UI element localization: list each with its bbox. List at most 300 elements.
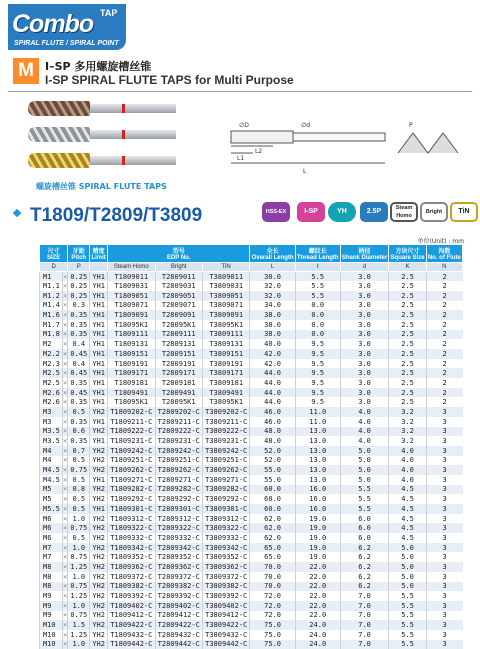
- cell-x: ×: [63, 320, 68, 329]
- table-row: [40, 397, 463, 407]
- cell-shank: 5.5: [340, 504, 389, 514]
- cell-size: M2.6: [40, 397, 63, 407]
- cell-overall: 48.0: [250, 436, 295, 446]
- cell-x: ×: [63, 475, 68, 484]
- cell-x: ×: [63, 524, 68, 533]
- cell-edp-bright: T2809352-C: [155, 552, 202, 562]
- cell-edp-steam: T1809191: [108, 359, 155, 369]
- table-row: [40, 591, 463, 601]
- cell-x: ×: [63, 446, 68, 455]
- table-row: [40, 281, 463, 291]
- cell-edp-steam: T1809491: [108, 388, 155, 398]
- cell-square: 2.5: [389, 388, 426, 398]
- table-row: [40, 436, 463, 446]
- cell-thread: 11.0: [295, 407, 340, 417]
- table-row: [40, 611, 463, 621]
- cell-pitch: 0.3: [68, 301, 90, 311]
- cell-edp-steam: T1809262-C: [108, 465, 155, 475]
- cell-edp-steam: T1809011: [108, 272, 155, 282]
- cell-flutes: 2: [426, 272, 462, 282]
- col-head-limit: 精度 Limit: [90, 245, 108, 263]
- cell-square: 2.5: [389, 359, 426, 369]
- cell-edp-tin: T38095K1: [202, 397, 249, 407]
- cell-pitch: 0.35: [68, 436, 90, 446]
- cell-flutes: 3: [426, 543, 462, 553]
- cell-overall: 70.0: [250, 562, 295, 572]
- cell-flutes: 2: [426, 301, 462, 311]
- cell-size: M9: [40, 591, 63, 601]
- col-head-thread: 螺纹长 Thread Length: [295, 245, 340, 263]
- cell-size: M10: [40, 640, 63, 649]
- cell-edp-bright: T2809091: [155, 310, 202, 320]
- cell-overall: 48.0: [250, 427, 295, 437]
- cell-limit: YH1: [90, 368, 108, 378]
- cell-size: M6: [40, 514, 63, 524]
- cell-square: 4.0: [389, 475, 426, 485]
- cell-thread: 19.0: [295, 514, 340, 524]
- cell-size: M2: [40, 339, 63, 349]
- cell-edp-steam: T1809271-C: [108, 475, 155, 485]
- cell-limit: YH1: [90, 272, 108, 282]
- col-head-steam: Steam Homo: [108, 263, 155, 272]
- col-letter-l: ℓ: [295, 263, 340, 272]
- cell-shank: 4.0: [340, 417, 389, 427]
- cell-edp-tin: T3809362-C: [202, 562, 249, 572]
- cell-size: M1.7: [40, 320, 63, 330]
- cell-edp-steam: T1809422-C: [108, 620, 155, 630]
- cell-x: ×: [63, 291, 68, 300]
- cell-overall: 40.0: [250, 339, 295, 349]
- cell-x: ×: [63, 407, 68, 416]
- cell-pitch: 0.75: [68, 582, 90, 592]
- cell-square: 5.0: [389, 552, 426, 562]
- table-row: [40, 514, 463, 524]
- cell-edp-bright: T2809111: [155, 330, 202, 340]
- cell-x: ×: [63, 543, 68, 552]
- cell-pitch: 0.5: [68, 456, 90, 466]
- cell-edp-tin: T3809242-C: [202, 446, 249, 456]
- cell-thread: 16.0: [295, 485, 340, 495]
- cell-shank: 7.0: [340, 630, 389, 640]
- cell-x: ×: [63, 514, 68, 523]
- cell-limit: YH2: [90, 407, 108, 417]
- diagram-label-L2: L2: [255, 148, 263, 155]
- cell-limit: YH2: [90, 485, 108, 495]
- cell-limit: YH1: [90, 310, 108, 320]
- cell-x: ×: [63, 562, 68, 571]
- cell-overall: 60.0: [250, 485, 295, 495]
- cell-flutes: 2: [426, 368, 462, 378]
- badge-i-sp: I-SP: [297, 202, 325, 222]
- cell-shank: 6.0: [340, 523, 389, 533]
- table-row: [40, 465, 463, 475]
- cell-overall: 46.0: [250, 407, 295, 417]
- cell-square: 4.5: [389, 533, 426, 543]
- cell-limit: YH2: [90, 427, 108, 437]
- cell-edp-steam: T1809222-C: [108, 427, 155, 437]
- table-row: [40, 485, 463, 495]
- cell-shank: 3.0: [340, 378, 389, 388]
- cell-edp-steam: T18095K1: [108, 320, 155, 330]
- col-letter-D: D: [40, 263, 68, 272]
- cell-limit: YH2: [90, 611, 108, 621]
- cell-edp-bright: T2809292-C: [155, 494, 202, 504]
- cell-square: 3.2: [389, 407, 426, 417]
- cell-shank: 7.0: [340, 601, 389, 611]
- cell-size: M7: [40, 552, 63, 562]
- tap-image-bright: [28, 127, 176, 142]
- cell-overall: 32.0: [250, 281, 295, 291]
- table-row: [40, 330, 463, 340]
- cell-thread: 0.0: [295, 310, 340, 320]
- cell-flutes: 3: [426, 504, 462, 514]
- cell-size: M3: [40, 417, 63, 427]
- col-head-bright: Bright: [155, 263, 202, 272]
- cell-edp-bright: T28095K1: [155, 320, 202, 330]
- cell-thread: 13.0: [295, 446, 340, 456]
- cell-shank: 6.2: [340, 562, 389, 572]
- cell-thread: 22.0: [295, 591, 340, 601]
- col-letter-N: N: [426, 263, 462, 272]
- cell-edp-bright: T2809372-C: [155, 572, 202, 582]
- cell-x: ×: [63, 582, 68, 591]
- cell-edp-bright: T2809432-C: [155, 630, 202, 640]
- cell-thread: 9.5: [295, 388, 340, 398]
- cell-thread: 24.0: [295, 630, 340, 640]
- cell-pitch: 0.5: [68, 533, 90, 543]
- cell-limit: YH1: [90, 397, 108, 407]
- cell-flutes: 2: [426, 359, 462, 369]
- cell-edp-steam: T1809251-C: [108, 456, 155, 466]
- cell-limit: YH2: [90, 620, 108, 630]
- cell-size: M8: [40, 562, 63, 572]
- badge-2-5p: 2.5P: [360, 202, 388, 222]
- cell-edp-tin: T3809392-C: [202, 591, 249, 601]
- cell-flutes: 2: [426, 397, 462, 407]
- cell-size: M5: [40, 485, 63, 495]
- cell-thread: 22.0: [295, 601, 340, 611]
- cell-edp-tin: T3809332-C: [202, 533, 249, 543]
- cell-shank: 3.0: [340, 359, 389, 369]
- cell-thread: 5.5: [295, 281, 340, 291]
- cell-x: ×: [63, 311, 68, 320]
- cell-pitch: 0.35: [68, 417, 90, 427]
- cell-thread: 13.0: [295, 427, 340, 437]
- cell-overall: 42.0: [250, 349, 295, 359]
- cell-shank: 5.0: [340, 475, 389, 485]
- diagram-label-D: ∅D: [239, 122, 249, 129]
- cell-thread: 5.5: [295, 272, 340, 282]
- cell-square: 2.5: [389, 301, 426, 311]
- cell-overall: 38.0: [250, 320, 295, 330]
- cell-size: M5: [40, 494, 63, 504]
- cell-x: ×: [63, 601, 68, 610]
- cell-overall: 65.0: [250, 543, 295, 553]
- cell-pitch: 1.0: [68, 543, 90, 553]
- cell-edp-bright: T2809181: [155, 378, 202, 388]
- cell-edp-bright: T2809251-C: [155, 456, 202, 466]
- cell-edp-tin: T3809071: [202, 301, 249, 311]
- cell-size: M3: [40, 407, 63, 417]
- cell-thread: 9.5: [295, 339, 340, 349]
- cell-size: M2.3: [40, 359, 63, 369]
- cell-edp-bright: T2809312-C: [155, 514, 202, 524]
- cell-pitch: 1.5: [68, 620, 90, 630]
- cell-edp-tin: T3809342-C: [202, 543, 249, 553]
- cell-overall: 60.0: [250, 494, 295, 504]
- table-row: [40, 504, 463, 514]
- cell-limit: YH1: [90, 504, 108, 514]
- cell-edp-steam: T1809171: [108, 368, 155, 378]
- cell-size: M10: [40, 630, 63, 640]
- cell-limit: YH2: [90, 523, 108, 533]
- cell-overall: 65.0: [250, 552, 295, 562]
- diagram-label-d: ∅d: [301, 122, 311, 129]
- cell-edp-steam: T1809031: [108, 281, 155, 291]
- cell-thread: 22.0: [295, 611, 340, 621]
- cell-overall: 62.0: [250, 523, 295, 533]
- cell-overall: 32.0: [250, 291, 295, 301]
- cell-edp-bright: T2809442-C: [155, 640, 202, 649]
- cell-pitch: 0.75: [68, 523, 90, 533]
- cell-x: ×: [63, 630, 68, 639]
- cell-edp-tin: T3809171: [202, 368, 249, 378]
- cell-edp-steam: T1809091: [108, 310, 155, 320]
- col-head-size: 尺寸 SIZE: [40, 245, 68, 263]
- cell-overall: 62.0: [250, 533, 295, 543]
- cell-square: 3.2: [389, 436, 426, 446]
- table-row: [40, 475, 463, 485]
- cell-edp-steam: T1809071: [108, 301, 155, 311]
- cell-size: M1.2: [40, 291, 63, 301]
- cell-square: 2.5: [389, 349, 426, 359]
- cell-edp-steam: T1809231-C: [108, 436, 155, 446]
- cell-thread: 22.0: [295, 572, 340, 582]
- cell-edp-bright: T2809131: [155, 339, 202, 349]
- cell-edp-bright: T2809262-C: [155, 465, 202, 475]
- cell-square: 4.5: [389, 494, 426, 504]
- cell-limit: YH1: [90, 388, 108, 398]
- cell-size: M7: [40, 543, 63, 553]
- cell-edp-tin: T3809322-C: [202, 523, 249, 533]
- cell-flutes: 3: [426, 582, 462, 592]
- cell-overall: 75.0: [250, 620, 295, 630]
- cell-thread: 9.5: [295, 378, 340, 388]
- diagram-label-P: P: [409, 122, 413, 129]
- cell-flutes: 2: [426, 281, 462, 291]
- cell-size: M9: [40, 601, 63, 611]
- cell-limit: YH2: [90, 533, 108, 543]
- table-row: [40, 427, 463, 437]
- cell-shank: 3.0: [340, 388, 389, 398]
- cell-x: ×: [63, 398, 68, 407]
- cell-x: ×: [63, 485, 68, 494]
- cell-flutes: 2: [426, 320, 462, 330]
- cell-overall: 44.0: [250, 388, 295, 398]
- spec-table: [39, 244, 463, 649]
- cell-flutes: 3: [426, 630, 462, 640]
- cell-edp-tin: T3809442-C: [202, 640, 249, 649]
- cell-limit: YH1: [90, 378, 108, 388]
- cell-square: 2.5: [389, 310, 426, 320]
- cell-x: ×: [63, 495, 68, 504]
- table-row: [40, 456, 463, 466]
- table-row: [40, 407, 463, 417]
- cell-x: ×: [63, 466, 68, 475]
- cell-pitch: 0.8: [68, 485, 90, 495]
- cell-square: 2.5: [389, 339, 426, 349]
- table-row: [40, 388, 463, 398]
- cell-limit: YH1: [90, 330, 108, 340]
- cell-edp-bright: T2809422-C: [155, 620, 202, 630]
- cell-edp-bright: T2809171: [155, 368, 202, 378]
- cell-limit: YH2: [90, 543, 108, 553]
- cell-edp-tin: T3809271-C: [202, 475, 249, 485]
- cell-edp-steam: T1809301-C: [108, 504, 155, 514]
- cell-thread: 9.5: [295, 359, 340, 369]
- tap-image-steam: [28, 101, 176, 116]
- cell-flutes: 3: [426, 417, 462, 427]
- cell-shank: 5.5: [340, 494, 389, 504]
- cell-thread: 0.0: [295, 301, 340, 311]
- col-head-edp: 型号 EDP No.: [108, 245, 250, 263]
- cell-limit: YH1: [90, 475, 108, 485]
- cell-edp-tin: T3809412-C: [202, 611, 249, 621]
- cell-edp-steam: T1809432-C: [108, 630, 155, 640]
- cell-limit: YH2: [90, 514, 108, 524]
- col-letter-L: L: [250, 263, 295, 272]
- cell-shank: 6.2: [340, 572, 389, 582]
- cell-edp-tin: T3809251-C: [202, 456, 249, 466]
- cell-flutes: 3: [426, 485, 462, 495]
- cell-edp-steam: T1809202-C: [108, 407, 155, 417]
- cell-flutes: 2: [426, 388, 462, 398]
- table-row: [40, 640, 463, 649]
- cell-square: 5.5: [389, 630, 426, 640]
- cell-shank: 7.0: [340, 611, 389, 621]
- cell-edp-steam: T18095K1: [108, 397, 155, 407]
- cell-thread: 9.5: [295, 368, 340, 378]
- cell-pitch: 0.35: [68, 397, 90, 407]
- cell-thread: 9.5: [295, 349, 340, 359]
- cell-edp-bright: T2809412-C: [155, 611, 202, 621]
- table-row: [40, 349, 463, 359]
- cell-edp-bright: T2809071: [155, 301, 202, 311]
- cell-flutes: 3: [426, 446, 462, 456]
- cell-limit: YH1: [90, 436, 108, 446]
- cell-shank: 6.2: [340, 582, 389, 592]
- cell-thread: 5.5: [295, 291, 340, 301]
- tap-caption: 螺旋槽丝锥 SPIRAL FLUTE TAPS: [36, 182, 167, 191]
- cell-edp-steam: T1809131: [108, 339, 155, 349]
- cell-edp-bright: T2809382-C: [155, 582, 202, 592]
- tap-image-tin: [28, 153, 176, 168]
- cell-edp-tin: T3809301-C: [202, 504, 249, 514]
- cell-edp-bright: T2809362-C: [155, 562, 202, 572]
- cell-overall: 34.0: [250, 301, 295, 311]
- diagram-label-L1: L1: [237, 155, 245, 162]
- cell-x: ×: [63, 369, 68, 378]
- cell-size: M3.5: [40, 436, 63, 446]
- cell-size: M4: [40, 446, 63, 456]
- table-row: [40, 582, 463, 592]
- cell-overall: 44.0: [250, 378, 295, 388]
- cell-edp-tin: T3809292-C: [202, 494, 249, 504]
- cell-thread: 19.0: [295, 523, 340, 533]
- cell-edp-bright: T2809151: [155, 349, 202, 359]
- cell-overall: 52.0: [250, 446, 295, 456]
- cell-edp-bright: T2809202-C: [155, 407, 202, 417]
- cell-square: 2.5: [389, 378, 426, 388]
- tap-dimension-diagram: [203, 113, 473, 178]
- cell-edp-bright: T2809231-C: [155, 436, 202, 446]
- cell-x: ×: [63, 572, 68, 581]
- table-row: [40, 572, 463, 582]
- cell-limit: YH2: [90, 640, 108, 649]
- cell-x: ×: [63, 330, 68, 339]
- cell-pitch: 0.5: [68, 504, 90, 514]
- cell-overall: 30.0: [250, 272, 295, 282]
- cell-flutes: 3: [426, 494, 462, 504]
- col-head-flutes: 沟数 No. of Flute: [426, 245, 462, 263]
- table-row: [40, 339, 463, 349]
- cell-shank: 5.0: [340, 465, 389, 475]
- cell-square: 2.5: [389, 368, 426, 378]
- cell-shank: 6.0: [340, 533, 389, 543]
- cell-overall: 75.0: [250, 630, 295, 640]
- cell-thread: 19.0: [295, 533, 340, 543]
- table-row: [40, 523, 463, 533]
- cell-flutes: 3: [426, 436, 462, 446]
- cell-edp-tin: T3809151: [202, 349, 249, 359]
- cell-pitch: 0.35: [68, 378, 90, 388]
- cell-pitch: 1.25: [68, 562, 90, 572]
- table-row: [40, 320, 463, 330]
- cell-flutes: 3: [426, 640, 462, 649]
- cell-shank: 3.0: [340, 320, 389, 330]
- cell-edp-steam: T1809392-C: [108, 591, 155, 601]
- cell-edp-tin: T3809202-C: [202, 407, 249, 417]
- cell-size: M10: [40, 620, 63, 630]
- cell-pitch: 0.35: [68, 330, 90, 340]
- cell-limit: YH2: [90, 630, 108, 640]
- cell-x: ×: [63, 340, 68, 349]
- cell-pitch: 1.0: [68, 514, 90, 524]
- cell-overall: 70.0: [250, 582, 295, 592]
- cell-overall: 72.0: [250, 591, 295, 601]
- cell-edp-steam: T1809442-C: [108, 640, 155, 649]
- cell-x: ×: [63, 437, 68, 446]
- cell-flutes: 3: [426, 514, 462, 524]
- cell-edp-tin: T3809312-C: [202, 514, 249, 524]
- cell-edp-tin: T3809111: [202, 330, 249, 340]
- table-row: [40, 359, 463, 369]
- cell-size: M4.5: [40, 475, 63, 485]
- cell-limit: YH1: [90, 301, 108, 311]
- cell-square: 5.5: [389, 620, 426, 630]
- cell-square: 2.5: [389, 330, 426, 340]
- section-letter: M: [13, 58, 39, 84]
- table-row: [40, 378, 463, 388]
- cell-pitch: 0.5: [68, 407, 90, 417]
- cell-square: 5.0: [389, 582, 426, 592]
- cell-flutes: 3: [426, 465, 462, 475]
- cell-pitch: 0.45: [68, 368, 90, 378]
- cell-size: M4: [40, 456, 63, 466]
- cell-edp-tin: T3809262-C: [202, 465, 249, 475]
- cell-edp-steam: T1809151: [108, 349, 155, 359]
- cell-flutes: 2: [426, 291, 462, 301]
